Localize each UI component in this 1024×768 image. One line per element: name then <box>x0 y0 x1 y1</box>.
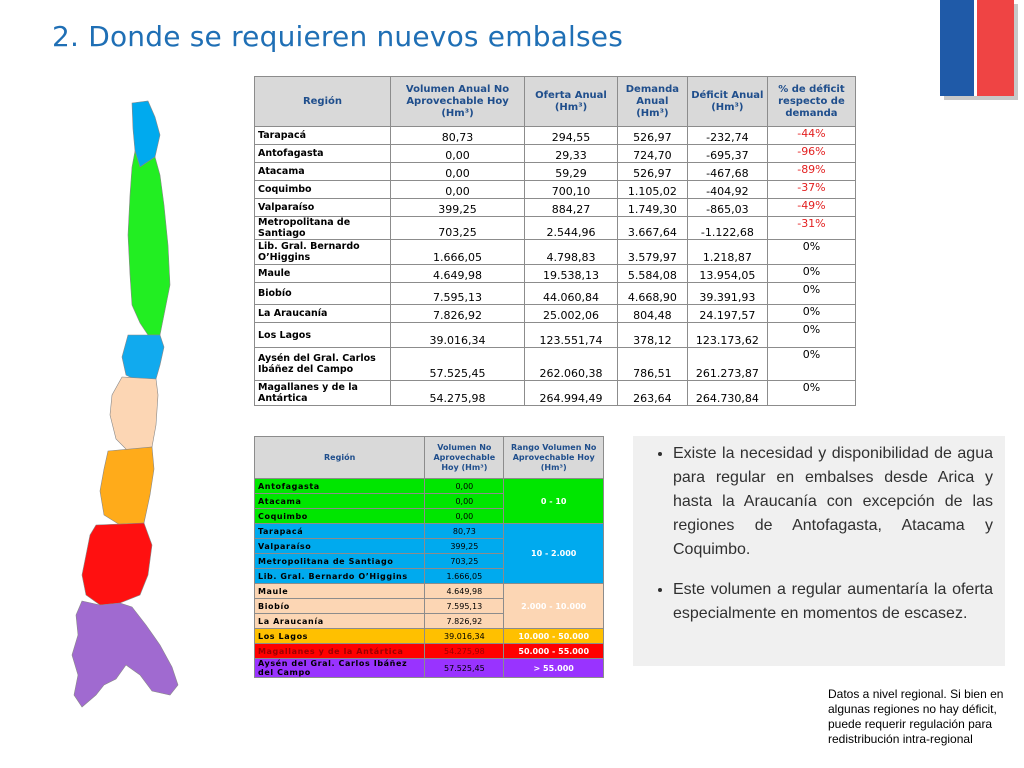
region-cell: Antofagasta <box>255 145 391 163</box>
region-cell: Tarapacá <box>255 524 425 539</box>
bullet-item: • Existe la necesidad y disponibilidad de agua para regular en embalses desde Arica y hasta la Araucanía con excepción de las regiones de Antofagasta, Atacama y Coquimbo. <box>673 442 993 562</box>
region-cell: Coquimbo <box>255 509 425 524</box>
col-header: Volumen Anual No Aprovechable Hoy (Hm³) <box>390 77 524 127</box>
table-row <box>255 199 856 217</box>
region-cell: Biobío <box>255 283 391 305</box>
pct-cell: -44% <box>767 127 855 145</box>
table-row <box>255 381 856 406</box>
region-cell: Valparaíso <box>255 539 425 554</box>
deficit-cell: 123.173,62 <box>687 323 767 348</box>
region-cell: Aysén del Gral. Carlos Ibáñez del Campo <box>255 659 425 678</box>
region-cell: Metropolitana de Santiago <box>255 554 425 569</box>
table-row <box>255 584 604 599</box>
volumen-cell: 54.275,98 <box>390 381 524 406</box>
table-row <box>255 181 856 199</box>
chile-regions-map <box>60 95 190 725</box>
col-header: Región <box>255 437 425 479</box>
map-region-aysen <box>82 523 152 605</box>
volumen-cell: 0,00 <box>390 145 524 163</box>
col-header: Volumen No Aprovechable Hoy (Hm³) <box>425 437 504 479</box>
volumen-cell: 7.595,13 <box>425 599 504 614</box>
demanda-cell: 4.668,90 <box>617 283 687 305</box>
volumen-cell: 1.666,05 <box>390 240 524 265</box>
volumen-cell: 57.525,45 <box>425 659 504 678</box>
table-row <box>255 629 604 644</box>
range-cell: > 55.000 <box>504 659 604 678</box>
oferta-cell: 44.060,84 <box>525 283 618 305</box>
region-cell: Lib. Gral. Bernardo O’Higgins <box>255 240 391 265</box>
range-cell: 2.000 - 10.000 <box>504 584 604 629</box>
table-row <box>255 145 856 163</box>
range-cell: 10 - 2.000 <box>504 524 604 584</box>
region-cell: La Araucanía <box>255 614 425 629</box>
volumen-cell: 0,00 <box>425 494 504 509</box>
volumen-cell: 0,00 <box>390 181 524 199</box>
deficit-cell: -1.122,68 <box>687 217 767 240</box>
oferta-cell: 19.538,13 <box>525 265 618 283</box>
demanda-cell: 526,97 <box>617 127 687 145</box>
col-header: Rango Volumen No Aprovechable Hoy (Hm³) <box>504 437 604 479</box>
region-cell: Tarapacá <box>255 127 391 145</box>
pct-cell: -89% <box>767 163 855 181</box>
demanda-cell: 378,12 <box>617 323 687 348</box>
table-row <box>255 659 604 678</box>
oferta-cell: 25.002,06 <box>525 305 618 323</box>
map-region-los-lagos <box>100 447 154 525</box>
table-row <box>255 283 856 305</box>
chile-flag-logo <box>940 0 1016 100</box>
pct-cell: 0% <box>767 283 855 305</box>
volumen-cell: 703,25 <box>425 554 504 569</box>
volumen-cell: 54.275,98 <box>425 644 504 659</box>
region-cell: Magallanes y de la Antártica <box>255 381 391 406</box>
table-row <box>255 240 856 265</box>
oferta-cell: 884,27 <box>525 199 618 217</box>
pct-cell: -31% <box>767 217 855 240</box>
table-row <box>255 217 856 240</box>
volumen-cell: 0,00 <box>425 479 504 494</box>
bullet-item: • Este volumen a regular aumentaría la oferta especialmente en momentos de escasez. <box>673 578 993 626</box>
volumen-cell: 0,00 <box>425 509 504 524</box>
demanda-cell: 1.105,02 <box>617 181 687 199</box>
oferta-cell: 700,10 <box>525 181 618 199</box>
deficit-cell: -232,74 <box>687 127 767 145</box>
map-region-antofagasta-atacama-coquimbo <box>128 151 170 335</box>
range-cell: 10.000 - 50.000 <box>504 629 604 644</box>
volumen-cell: 4.649,98 <box>425 584 504 599</box>
volumen-cell: 0,00 <box>390 163 524 181</box>
region-cell: Coquimbo <box>255 181 391 199</box>
demanda-cell: 3.667,64 <box>617 217 687 240</box>
pct-cell: 0% <box>767 240 855 265</box>
deficit-cell: 264.730,84 <box>687 381 767 406</box>
volumen-cell: 1.666,05 <box>425 569 504 584</box>
deficit-cell: 24.197,57 <box>687 305 767 323</box>
demanda-cell: 786,51 <box>617 348 687 381</box>
pct-cell: -37% <box>767 181 855 199</box>
map-region-maule-biobio-araucania <box>110 377 158 451</box>
volumen-cell: 7.826,92 <box>425 614 504 629</box>
region-cell: Aysén del Gral. Carlos Ibáñez del Campo <box>255 348 391 381</box>
region-cell: Lib. Gral. Bernardo O’Higgins <box>255 569 425 584</box>
table-row <box>255 163 856 181</box>
volumen-cell: 39.016,34 <box>425 629 504 644</box>
oferta-cell: 123.551,74 <box>525 323 618 348</box>
oferta-cell: 264.994,49 <box>525 381 618 406</box>
pct-cell: 0% <box>767 305 855 323</box>
table-row <box>255 323 856 348</box>
demanda-cell: 804,48 <box>617 305 687 323</box>
region-cell: Biobío <box>255 599 425 614</box>
region-cell: Metropolitana de Santiago <box>255 217 391 240</box>
pct-cell: 0% <box>767 265 855 283</box>
region-cell: Antofagasta <box>255 479 425 494</box>
table-row <box>255 524 604 539</box>
region-cell: Magallanes y de la Antártica <box>255 644 425 659</box>
pct-cell: -49% <box>767 199 855 217</box>
volumen-cell: 39.016,34 <box>390 323 524 348</box>
map-region-valparaiso-santiago-ohiggins <box>122 335 164 381</box>
deficit-cell: 13.954,05 <box>687 265 767 283</box>
col-header: Déficit Anual (Hm³) <box>687 77 767 127</box>
deficit-table <box>254 76 856 406</box>
deficit-cell: 1.218,87 <box>687 240 767 265</box>
table-row <box>255 305 856 323</box>
region-cell: La Araucanía <box>255 305 391 323</box>
volumen-cell: 57.525,45 <box>390 348 524 381</box>
volumen-cell: 80,73 <box>390 127 524 145</box>
deficit-cell: -695,37 <box>687 145 767 163</box>
volume-range-table <box>254 436 604 678</box>
col-header: Oferta Anual (Hm³) <box>525 77 618 127</box>
volumen-cell: 399,25 <box>425 539 504 554</box>
table-row <box>255 644 604 659</box>
region-cell: Atacama <box>255 163 391 181</box>
table-row <box>255 265 856 283</box>
volumen-cell: 7.826,92 <box>390 305 524 323</box>
table-row <box>255 479 604 494</box>
region-cell: Maule <box>255 265 391 283</box>
oferta-cell: 294,55 <box>525 127 618 145</box>
oferta-cell: 29,33 <box>525 145 618 163</box>
deficit-cell: -404,92 <box>687 181 767 199</box>
demanda-cell: 5.584,08 <box>617 265 687 283</box>
oferta-cell: 59,29 <box>525 163 618 181</box>
volumen-cell: 703,25 <box>390 217 524 240</box>
volumen-cell: 399,25 <box>390 199 524 217</box>
region-cell: Valparaíso <box>255 199 391 217</box>
demanda-cell: 263,64 <box>617 381 687 406</box>
region-cell: Maule <box>255 584 425 599</box>
col-header: Región <box>255 77 391 127</box>
table-row <box>255 127 856 145</box>
volumen-cell: 7.595,13 <box>390 283 524 305</box>
deficit-cell: -865,03 <box>687 199 767 217</box>
region-cell: Los Lagos <box>255 323 391 348</box>
region-cell: Los Lagos <box>255 629 425 644</box>
pct-cell: 0% <box>767 381 855 406</box>
deficit-cell: 39.391,93 <box>687 283 767 305</box>
col-header: % de déficit respecto de demanda <box>767 77 855 127</box>
deficit-cell: 261.273,87 <box>687 348 767 381</box>
oferta-cell: 2.544,96 <box>525 217 618 240</box>
pct-cell: 0% <box>767 323 855 348</box>
map-region-magallanes <box>72 601 178 707</box>
range-cell: 0 - 10 <box>504 479 604 524</box>
volumen-cell: 4.649,98 <box>390 265 524 283</box>
pct-cell: 0% <box>767 348 855 381</box>
range-cell: 50.000 - 55.000 <box>504 644 604 659</box>
demanda-cell: 526,97 <box>617 163 687 181</box>
col-header: Demanda Anual (Hm³) <box>617 77 687 127</box>
table-row <box>255 348 856 381</box>
footnote: Datos a nivel regional. Si bien en algunas regiones no hay déficit, puede requerir regulación para redistribución intra-regional <box>828 687 1004 746</box>
deficit-cell: -467,68 <box>687 163 767 181</box>
oferta-cell: 262.060,38 <box>525 348 618 381</box>
page-title: 2. Donde se requieren nuevos embalses <box>52 20 624 53</box>
oferta-cell: 4.798,83 <box>525 240 618 265</box>
volumen-cell: 80,73 <box>425 524 504 539</box>
demanda-cell: 724,70 <box>617 145 687 163</box>
bullet-panel <box>633 436 1005 666</box>
demanda-cell: 1.749,30 <box>617 199 687 217</box>
pct-cell: -96% <box>767 145 855 163</box>
region-cell: Atacama <box>255 494 425 509</box>
demanda-cell: 3.579,97 <box>617 240 687 265</box>
